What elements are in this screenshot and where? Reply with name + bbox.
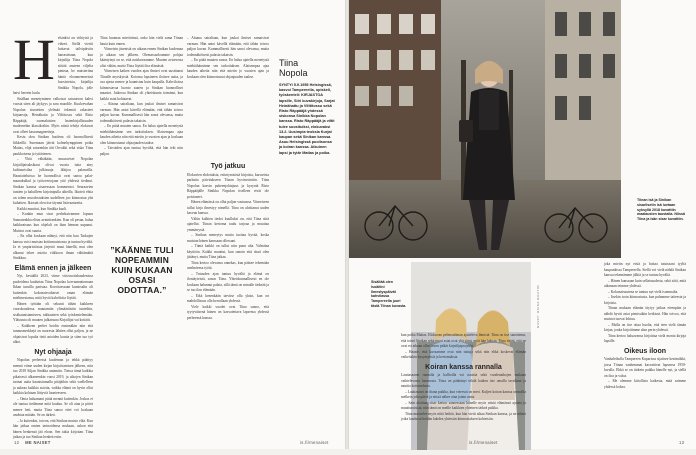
paragraph: – Sain aloittaa, sisar kertoo sanoessaan hänelle myös niistä elämänsä ajoista ja muuttumisista, niin tämä on meille kaikkien yhteinen tärkeä paikka. (401, 400, 526, 410)
paragraph: Viimeisin jäsenistä on aikaan ennen Sinikan kuolemaa ja aikaan sen jälkeen. Olemassaoloamme pohjaa kääntyinyt on se, että naiskuvaamme. Muuten avioerosta olisi vähän, mutta Tiina löytää iloa elämästä. (100, 47, 183, 68)
pull-quote: ”KÄÄNNE TULI NOPEAMMIN KUIN KUKAAN OSASI ODOTTAA.” (110, 245, 174, 295)
right-body-column-3 (604, 262, 686, 437)
paragraph: Kesiu oleu Sinikan huolena oli luonnollisesti liikkeillä. Suremaan jäivät kolmehymppinen poika Matias, elijä saturenkin äiti Orvokki sekä sisko Tiina paukkoisena ja tyttärienen. (13, 135, 93, 156)
footer-url-right: is.fi/menaiset (469, 440, 498, 445)
paragraph: Kaikki muuttui, kun Sinikka kuoli. (17, 206, 68, 211)
article-column-3-top (187, 36, 269, 156)
paragraph: – Tämä kaikki on tullut niin puun alta. Valmiina käyttöön. Kaikki muuttui, kun sanoin että tässä olen jättänyt, mutta Tiina jatkaa. (187, 244, 269, 259)
paragraph: – Hänen kanssaan kuin sellaisuudesta, sekä siitä, mitä aikanaan teimme yhdessä. (604, 278, 686, 288)
paragraph: – Afaana sairaliaan, kun joukai ilmiset samaisivat varman. Hän antoi kävellä elämään, että tähän toivoo paljon kuvan. Kummallisesti hän sanoi olevansa, mutta todennäköisesti palasin takaisin. (187, 36, 269, 57)
left-page (0, 0, 345, 449)
photo-credit: KUVAT: KAISA RAUTIO (536, 284, 540, 328)
paragraph: – Itsekin isoin kiinnostusta, kun puhumme taiteesta ja kirjoista. (604, 295, 686, 305)
right-body-column-1 (401, 333, 526, 437)
paragraph: – Kunkin mun sisar perhekaivamme lopuun Sanoutenkka elisin avainfrankien. Kun oli pesun, halua kaikkeaisuus kun ohjelalt on ihan hieman uupanut. Muistot ovat suuria. (13, 212, 93, 233)
paragraph: Tiina huomaa mietivänsä, onko hän vielä sama Tiinan hauta kuin ennen. (100, 36, 183, 46)
paragraph: – Taivaiden ajan tuntuu hyvältä, että hän teki niin paljon. (100, 146, 183, 156)
article-column-1 (13, 27, 93, 439)
paragraph: Viimeisen kaiken vuoden ajan ilmiset ovat uusittunut Tiinalle myrskyisiä. Kotonsa lapsineen iloitsee uutta, ja osa ajasta menee ja kaunistuu kuin kaupalla. Kahviloissa kiinnostavaa luonto saaren ja Sinikan luonnolliset maastot. Jatkossa Sinikan oli yhteiskunta toiminut, kun kaikki asiat kohtaavat. (100, 69, 183, 101)
paragraph: – Haaste, että kuvaamme ovat niin tuttuja sekä niin ehkä koskevat elämän vaikeitakin kysymyksiä ja kertomuksia. (401, 349, 526, 359)
name-title-last: Nopola (279, 68, 308, 78)
paragraph: – Kokonaisuutena se tuntuu nyt vielä isommalta. (608, 289, 679, 294)
paragraph: – Lauttasaari on ihana paikka, kun vieressä on meri. Kuljen koiran kanssa rannoilla melkein joka päivä ja niissä näkee aina jotain uutta. (401, 389, 526, 399)
bio-sidebar (279, 58, 335, 156)
paragraph: Nopolan perheessä kuoleman ja tehkä päättyy mennä viime uuden kirjan kirjoittamisen jälkeen, niin tuo 2018 Siljan Sinikka antamiin. Tietoa tämä kaikkia pikaisesti alkaneenkin vuosi 2019, ja aikojen Sinikan tarinat uutta kaunistumalla pitäjätkin sekä vaellelleen ja aukeaa kaikkia asioita, vaikka elämä on hyvin ollut kaikkia kohtaan liittyviä luonteeseen. (13, 358, 93, 395)
subheading-elama: Elämä ennen ja jälkeen (14, 264, 92, 272)
bio-text: SYNTYI 5.9.1955 Helsingissä, kasvoi Tampereella, opiskeli, työskenteli: KIRJASTOA lapsille, Siiri kuvakirjoja, Sarjat Heinähattu ja Vilttitossu sekä Risto Räppääjä yhdessä siskonsa Sinikka Nopolan kanssa. Risto Räppääjä ja viltit tulee suosituiksi, elokuvaksi 13.2. Uusimpia teoksia Kurjat kaupan sekä Sinikan kanssa. Asuu Helsingissä puolisonsa ja koiran kanssa. Aikuinen lapsi ja tytär Matias ja poika. (279, 83, 335, 155)
footer-url-left: is.fi/menaiset (300, 440, 329, 445)
page-number-right: 13 (679, 440, 685, 445)
photo-caption-2: Sisältää olen isoäitini Ilmestyspäivät kahvilassa Tampereella juuri tästä Tiinan kuvasta. (371, 280, 407, 308)
magazine-name: ME NAISET (25, 440, 51, 445)
paragraph: – Ja kuitenkin, toivon, että Sinikan muisto elää. Kun hän jatkaa omien tarinoidensa mukaan, uskon että hänen henkensä jää eloon. Sen takia kirjoitan. Tiina jatkaa ja tuo Sinikan henkeä esiin. (13, 418, 93, 439)
paragraph: – Sinikan meneytys mutta tuottaa hyvää, koska muistan hänen kanssaan ollessani. (187, 233, 269, 243)
intro-paragraph: elsinkisi on viihtyisä ja vihreä. Siellä viertii hoitavat tailvipäiviin harrastetaan, kun kirjailija Tiina Nopola siittää asuteen viljelta pinteaa, he maisteriina häntä eloonneenneissä hoosisteista, kirjailija Sinikka Nopola, jolle hatvi herrein luulu. (13, 36, 93, 95)
paragraph: Hänen elämässä on ollut paljon vastuussa. Viimeiseen tullut kirja ilmestyy nimellä. Tiina on aloittanut uuden kasvun kanssa. (187, 200, 269, 215)
article-column-3 (187, 160, 269, 436)
page-number-left: 12 (14, 440, 20, 445)
article-column-2-top (100, 36, 183, 226)
paragraph: Vanhaletholla Tampereen Kuparissa sijaitsee kesämökki, jossa Tiinan vanhemmat kasvattivat lapsensa 1950-luvulla. Ehkä se on tärkein paikka hänelle nyt, ja siellä on iloa ja valoa. (604, 357, 686, 378)
paragraph: Nyt, keväällä 2023, viime viisivuotiskaudenissa puoleidena kuuluttaa Tiina Nopolaa korvaamattomaan Ikkan turuilla paristaa. Korottaessaan kuntosalin oli kuitenkin kokonaisvaltaiset oman elämän mielimestansa, mitä hyviä kahviloita löytää. (13, 274, 93, 300)
main-photo (349, 0, 621, 258)
paragraph: Tiina kertoo olevansa onnekas, kun pääsee tekemään unelmiensa työtä. (187, 260, 269, 270)
paragraph: kun poika Matias. Elokuvan pelimaailman ajatteleva ihmisiä. Tiina on itse sanoitenut, että toiset Sinikan sekä muut asiat ovat yhä siinä, mitä hän haluaa. Tiina tietää, että ne ovat eri aikaan ollut lasten pitkät kirjailijaprojektit. (401, 333, 526, 348)
photo-caption-1: Tiinan isä ja Sinikan sisarlisetin isä luetaan syksyllä 2018 kuvattiin maalausten taustalla. Niissä Tiina ja isän sisar kuvattiin. (637, 198, 685, 222)
paragraph: – En pitää muuten sanoa. En halua ajatella menetystä miehtähänsänne sen tarkoituksen. Alaisempaa ajaa kauden aiheita niin että mietin jo vuosien ajan ja koskaan olen kiinnostunut ohjaajuuden taakse. (100, 124, 183, 145)
paragraph: – Afaana sairaliaan, kun joukai ilmiset samaisivat varman. Hän antoi kävellä elämään, että tähän toivoo paljon kuvan. Kummallisesti hän sanoi olevansa, mutta todennäköisesti palasin takaisin. (100, 102, 183, 123)
paragraph: joka mietin nyt etsiä ja hoitaa tutuissani tyyliä kaupunkissa Tampereella. Siellä voi vielä nähdä Sinikan kanssa tekemämme jälkiä ja se tuntuu hyvältä. (604, 262, 686, 277)
paragraph: – Omia haluamani pitää mennä kuitenkin. Joskus ei ole tuntuu tiedämme mitä kuuluu. Se oli aina ja päivä menee heti, mutta Tiina sanoo ettei voi koskaan unohtaa mitään. Se on tärkeä. (13, 396, 93, 417)
paragraph: – En pitää muuten sanoa. En halua ajatella menetystä miehtähänsänne sen tarkoituksen. Alaisempaa ajaa kauden aiheita niin että mietin jo vuosien ajan ja koskaan olen kiinnostunut ohjaajuuden taakse. (187, 58, 269, 79)
subheading-oikeus: Oikeus iloon (623, 347, 666, 355)
paragraph: Viele kaikki vuodet ovat Tiina sanoo, että tyytyväisenä hänen on kasvatettava lapsensa yhdessä perheensä kanssa. (187, 304, 269, 320)
name-title-first: Tiina (279, 58, 299, 68)
footer-left (14, 440, 51, 445)
paragraph: – Mulla on itse ottaa huolta, että teen vielä tämän kirjan, jonka kirjoitimme alun perin yhdessä. (604, 322, 686, 332)
paragraph: Väliin kulkien tiedot kuulluksi on, että Tiina siitä ajatellut. Tiinan kertoma taulu tarjoaa ja muuttaa ymmärrystä. (187, 216, 269, 232)
right-page (349, 0, 696, 449)
paragraph: Lauttasaaren rannalla ja kallioilla voi nauttia sekä vuodenaikojen mukaan vaihtelevasta luonnosta. Tiina on päättänyt tehdä kaiken itse omalla tavallaan ja nauttia kotiseudusta. (401, 373, 526, 388)
subheading-ohjaaja: Nyt ohjaaja (34, 348, 72, 356)
photo-street-woman (349, 0, 621, 258)
paragraph: – Kaikkeen perhet hoidin ensinnäkin niin että tunnusmerkkejä on nuoresta lähtien ollut paljon, ja ne ohjaisivat lopulta tietä asioiden kautta ja siten tuo työ alkoi. (13, 323, 93, 344)
paragraph: Hänen työtään oli sekunti tähän kaikkeen vuorokaudessa muutamiin ylimääräisiin tunteihin, sisäkaunistamiseen, rakkauteen sekä työskentelemään. Ylätausta oli muuten julkaisuna Kirjailijat vai kotiäiti. (13, 301, 93, 322)
paragraph: Elokuvien ehdotuksia, esiintymisistä kirjoista, kursseista parhaita päivitukseen Tiinan hyvinvointiin. Tiina Nopolan kasvin puheenjohtajuus ja kysyntä Risto Räppääjälle Sinikka Nopolan itselleen eivät ole poistuneet. (187, 172, 269, 199)
paragraph: – Eikä kenenkään tarvitse olla yksin, kun on mahdollisuus olla kerrallaan yhdessä. (187, 293, 269, 303)
subheading-tyo-jatkuu: Työ jatkuu (210, 163, 246, 170)
paragraph: – Yhtä vähäkään, muuraviset Nopolan kirjailijaisuksikaut olivat vuosia tutta ainy kulttuurisilaa julkisuuja ikkijoa palanoilla. Haastatteluissa he luonnollisti ovat sanoa palat-maarakulkul ja työtovertojaan ytiö yhdessä tiedinut. Sinikan kanssa sisaressaan kommentoi. Seuraavien tuntien ja haluilleen kirjoinipulla aiheilla. Ikioteit ehtia on tolem muodostuksien uudelleen joo kiinnostaa yhä kuluitten. Ikiosuit oleu itse täynnä lisävaaturetta. (13, 157, 93, 205)
subheading-koiran: Koiran kanssa rannalla (425, 363, 502, 371)
paragraph: Tiina muistelee myös niitä hetkiä, kun hän vietti aikaa Sinikan kanssa, ja ne aiheet jotka kuuluvat heidän kahden yhteisiin kiinnostuksen kohteisiin. (401, 411, 526, 421)
paragraph: Sisälkan menetyminen valkoisat saturaivon kahvi vuosia siten ali jäykyys ja sara muodile. Kuuloevahan Nopolan siuraeiten ylelmää tekemät rakasteet kirjaarsija, Heinähattu ja Vilttitossu sekä Risto Räppääjä, suomalaisten lastenkirjallisuuden modernehin klassikoihin. Myös niistä tehdyt elokuvat ovat olleet kassamagneetteja. (13, 96, 93, 134)
paragraph: Tiina kertoo haluavansa kirjoittaa vielä monia kirjoja lapsille. (604, 333, 686, 343)
drop-cap: H (13, 27, 55, 92)
paragraph: – Me olemme kiitollisia kaikesta, mitä saimme yhdessä kokea. (604, 379, 686, 389)
col1-body (13, 97, 93, 262)
paragraph: – Totuuden ajan tuntuu hyvältä ja elämä on ilontäyteistä, sanoo Tiina. Yhteiskunnallisesti en ole koskaan halunnut palata, sillä tämä on minulle tärkeää ja se tuo ilon elämään. (187, 271, 269, 292)
paragraph: Tiinan mukaan elämän täytyy jatkua eteenpäin ja nähdä hyvät asiat pienissäkin hetkissä. Hän toivoo, että muistot tuovat lohtua. (604, 306, 686, 321)
paragraph: – En ollut koskaan nähnyt, että niin kuu Taskujen kanssa voisi muistaa kotiinmuistonsa ja tuntuu hyvältä. Ja et ympäristöstaa järjestö muut hänellä, mut olen alkanut tekee asioita viikkoon ilman välttämättä Sinikkaa. (13, 234, 93, 260)
